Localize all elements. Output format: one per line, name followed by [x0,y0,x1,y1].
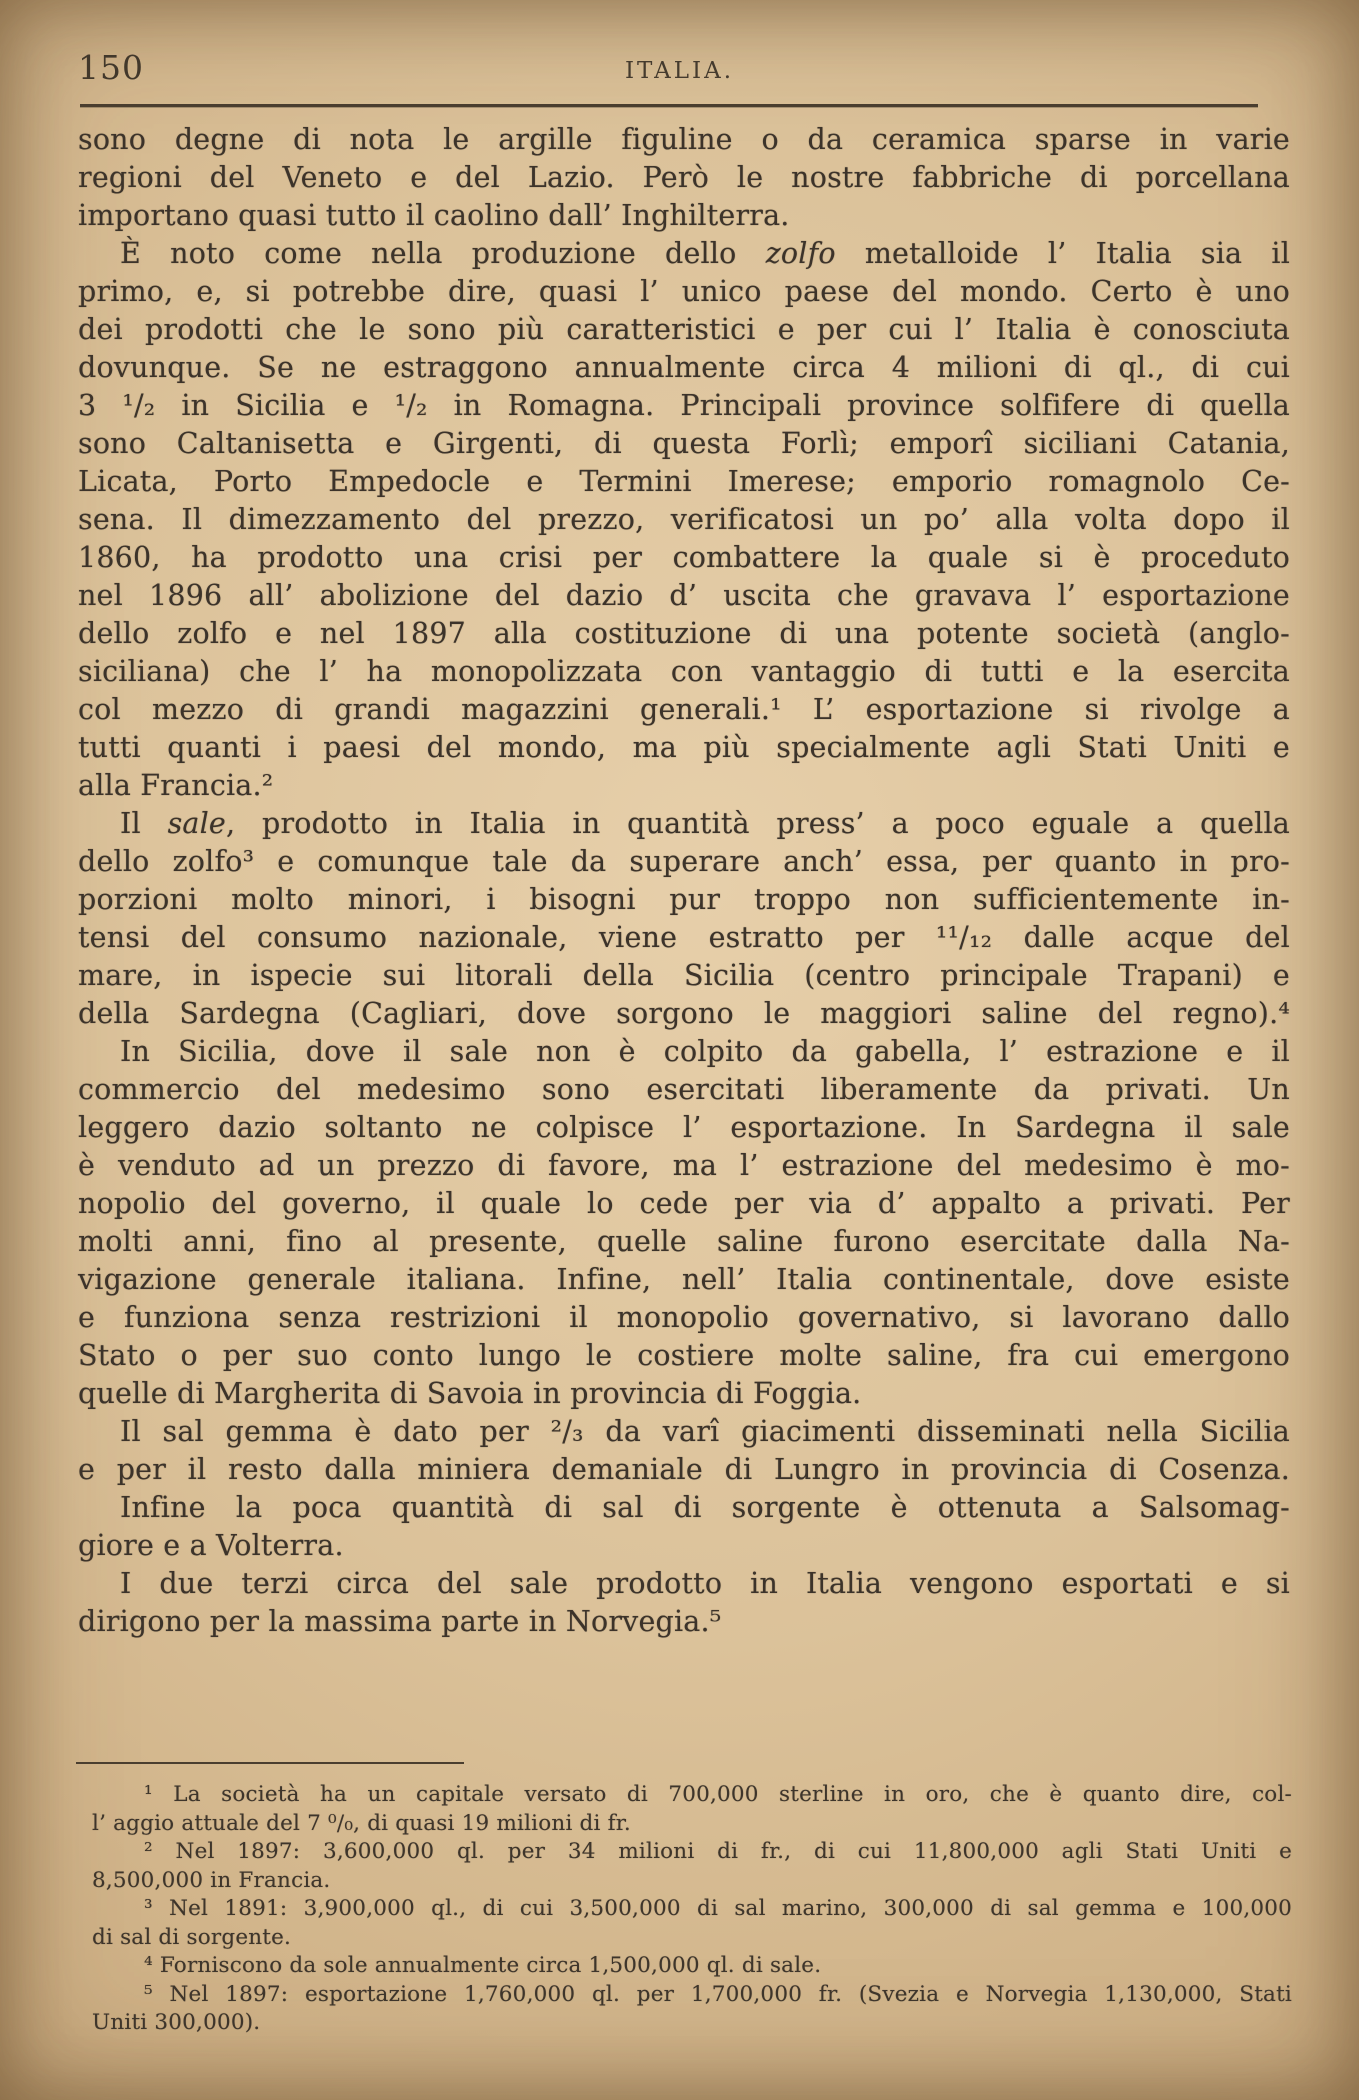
text-line: 1860, ha prodotto una crisi per combattere la quale si è proceduto [78,541,1290,574]
text-line: leggero dazio soltanto ne colpisce l’ esportazione. In Sardegna il sale [78,1111,1290,1144]
text-line: importano quasi tutto il caolino dall’ Inghilterra. [78,199,790,232]
header-rule [80,104,1258,107]
footnotes [92,1781,1292,2038]
footnote-line: 8,500,000 in Francia. [92,1867,331,1893]
footnote-line: ⁴ Forniscono da sole annualmente circa 1,500,000 ql. di sale. [144,1953,822,1978]
text-line: dirigono per la massima parte in Norvegia.⁵ [78,1605,722,1638]
footnote-line: ¹ La società ha un capitale versato di 700,000 sterline in oro, che è quanto dire, col- [144,1782,1292,1807]
text-line: è venduto ad un prezzo di favore, ma l’ estrazione del medesimo è mo- [78,1149,1290,1182]
text-line: porzioni molto minori, i bisogni pur troppo non sufficientemente in- [78,883,1290,916]
body-text [78,121,1290,1641]
text-line: sono Caltanisetta e Girgenti, di questa Forlì; emporî siciliani Catania, [78,427,1290,460]
text-line: primo, e, si potrebbe dire, quasi l’ unico paese del mondo. Certo è uno [78,275,1290,308]
footnote-line: ⁵ Nel 1897: esportazione 1,760,000 ql. per 1,700,000 fr. (Svezia e Norvegia 1,130,000, Stati [144,1981,1292,2007]
text-line: giore e a Volterra. [78,1529,344,1562]
text-line: Il sale, prodotto in Italia in quantità press’ a poco eguale a quella [120,807,1290,840]
text-line: Infine la poca quantità di sal di sorgente è ottenuta a Salsomag- [120,1491,1290,1524]
text-line: commercio del medesimo sono esercitati liberamente da privati. Un [78,1073,1290,1106]
text-line: I due terzi circa del sale prodotto in Italia vengono esportati e si [120,1567,1290,1600]
text-line: mare, in ispecie sui litorali della Sicilia (centro principale Trapani) e [78,959,1290,992]
text-line: sena. Il dimezzamento del prezzo, verificatosi un po’ alla volta dopo il [78,503,1290,536]
page-number: 150 [78,48,144,87]
footnote-line: Uniti 300,000). [92,2010,261,2035]
text-line: molti anni, fino al presente, quelle saline furono esercitate dalla Na- [78,1225,1290,1258]
text-line: Stato o per suo conto lungo le costiere molte saline, fra cui emergono [78,1339,1290,1372]
text-line: tensi del consumo nazionale, viene estratto per ¹¹/₁₂ dalle acque del [78,921,1290,954]
text-line: dello zolfo e nel 1897 alla costituzione di una potente società (anglo- [78,617,1290,650]
text-line: quelle di Margherita di Savoia in provincia di Foggia. [78,1377,862,1410]
text-line: siciliana) che l’ ha monopolizzata con vantaggio di tutti e la esercita [78,655,1290,688]
text-line: In Sicilia, dove il sale non è colpito da gabella, l’ estrazione e il [120,1035,1290,1068]
footnote-line: ³ Nel 1891: 3,900,000 ql., di cui 3,500,000 di sal marino, 300,000 di sal gemma e 100,000 [144,1896,1292,1921]
text-line: sono degne di nota le argille figuline o da ceramica sparse in varie [78,123,1290,156]
text-line: 3 ¹/₂ in Sicilia e ¹/₂ in Romagna. Principali province solfifere di quella [78,389,1290,422]
footnote-line: ² Nel 1897: 3,600,000 ql. per 34 milioni di fr., di cui 11,800,000 agli Stati Uniti e [144,1839,1292,1864]
text-line: Licata, Porto Empedocle e Termini Imerese; emporio romagnolo Ce- [78,465,1290,498]
text-line: dovunque. Se ne estraggono annualmente circa 4 milioni di ql., di cui [78,351,1290,384]
text-line: regioni del Veneto e del Lazio. Però le nostre fabbriche di porcellana [78,161,1290,194]
text-line: col mezzo di grandi magazzini generali.¹ L’ esportazione si rivolge a [78,693,1290,726]
running-head: ITALIA. [624,58,735,84]
text-line: della Sardegna (Cagliari, dove sorgono le maggiori saline del regno).⁴ [78,997,1290,1030]
footnote-line: di sal di sorgente. [92,1924,292,1950]
text-line: Il sal gemma è dato per ²/₃ da varî giacimenti disseminati nella Sicilia [120,1415,1290,1448]
text-line: È noto come nella produzione dello zolfo metalloide l’ Italia sia il [120,237,1291,270]
text-line: nel 1896 all’ abolizione del dazio d’ uscita che gravava l’ esportazione [78,579,1290,612]
text-line: nopolio del governo, il quale lo cede per via d’ appalto a privati. Per [78,1187,1290,1220]
text-line: alla Francia.² [78,769,274,802]
text-line: dello zolfo³ e comunque tale da superare anch’ essa, per quanto in pro- [78,845,1290,878]
text-line: vigazione generale italiana. Infine, nell’ Italia continentale, dove esiste [78,1263,1290,1296]
text-line: tutti quanti i paesi del mondo, ma più specialmente agli Stati Uniti e [78,731,1290,764]
footnote-separator [76,1762,464,1764]
text-line: dei prodotti che le sono più caratteristici e per cui l’ Italia è conosciuta [78,313,1290,346]
text-line: e per il resto dalla miniera demaniale di Lungro in provincia di Cosenza. [78,1453,1290,1486]
footnote-line: l’ aggio attuale del 7 ⁰/₀, di quasi 19 milioni di fr. [92,1810,631,1836]
text-line: e funziona senza restrizioni il monopolio governativo, si lavorano dallo [78,1301,1290,1334]
